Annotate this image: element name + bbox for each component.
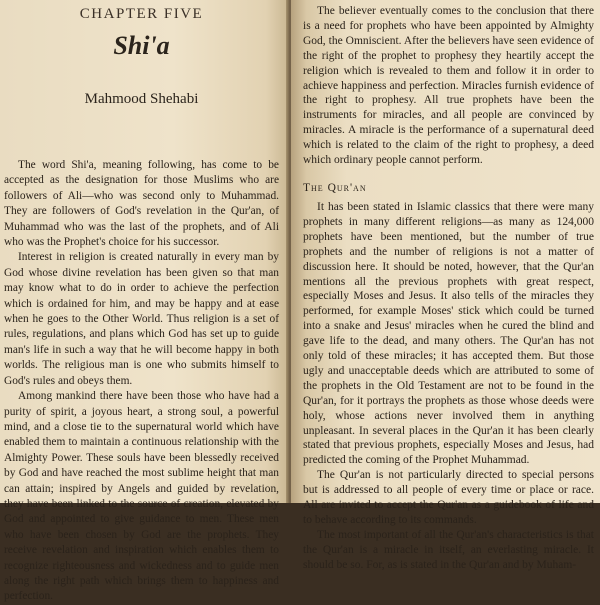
paragraph: It has been stated in Islamic classics that there were many prophets in many different religions—as many as 124,000 prophets have been mentioned, but the number of true prophets and the number of religions is not a matter of discussion here. It should be noted, however, that the Qur'an mentions all the previous prophets with great respect, especially Moses and Jesus. It also tells of the miracles they performed, for example Moses' stick which could be turned into a snake and Jesus' miracles when he cured the blind and gave life to the dead, and many others. The Qur'an has not only told of these miracles; it has accepted them. But those ugly and unacceptable deeds which are attributed to some of the prophets in the Old Testament are not to be found in the Qur'an, for it portrays the prophets as those whose deeds were holy, whose actions never involved them in anything unpleasant. In several places in the Qur'an it has been clearly stated that previous prophets, especially Moses and Jesus, had predicted the coming of the Prophet Muhammad. xyxy=(303,200,594,467)
paragraph: Among mankind there have been those who have had a purity of spirit, a joyous heart, a strong soul, a powerful mind, and a close tie to the supernatural world which have enabled them to maintain a continuous relationship with the Almighty Power. These souls have been blessedly received by God and have reached the most sublime height that man can attain; inspired by Angels and guided by revelation, they have been linked to the source of creation, elevated by God and appointed to give guidance to men. These men who have been chosen by God are the prophets. They receive revelation and inspiration which enables them to recognize righteousness and wickedness and to guide men along the right path which brings them to happiness and perfection. xyxy=(4,390,279,603)
paragraph: The word Shi'a, meaning following, has come to be accepted as the designation for those Muslims who are followers of Ali—who was second only to Muhammad. They are followers of God's revelation in the Qur'an, of Muhammad who was the last of the prophets, and of Ali who was the Prophet's choice for his successor. xyxy=(4,159,279,249)
paragraph: Interest in religion is created naturally in every man by God whose divine revelation has been given so that man may know what to do in order to achieve the perfection which is ordained for him, and may be happy and at ease when he goes to the Other World. Thus religion is a set of rules, regulations, and plans which God has set up to guide man's life in such a way that he will become happy in both worlds. The religious man is one who submits himself to God's rules and obeys them. xyxy=(4,251,279,387)
paragraph: The Qur'an is not particularly directed to special persons but is addressed to all people of every time or place or race. All are invited to accept the Qur'an as a guidebook of life and to behave according to its commands. xyxy=(303,469,594,526)
left-page xyxy=(0,0,289,603)
right-page xyxy=(291,0,600,571)
chapter-title: Shi'a xyxy=(113,31,170,60)
chapter-label: CHAPTER FIVE xyxy=(79,6,204,22)
section-heading: The Qur'an xyxy=(303,181,367,194)
paragraph: The believer eventually comes to the conclusion that there is a need for prophets who have been appointed by Almighty God, the Omniscient. After the believers have seen evidence of the right of the prophet to prophesy they heartily accept the religion which is revealed to them and follow it in order to achieve happiness and perfection. Miracles furnish evidence of the right to prophesy. All true prophets have been the instruments for miracles, and all people are convinced by miracles. A miracle is the performance of a supernatural deed which is related to the claim of the right to prophesy, a deed which ordinary people cannot perform. xyxy=(303,5,594,167)
paragraph: The most important of all the Qur'an's characteristics is that the Qur'an is a miracle in itself, an everlasting miracle. It should be so. For, as is stated in the Qur'an and by Muham- xyxy=(303,528,594,571)
author-name: Mahmood Shehabi xyxy=(84,91,199,107)
